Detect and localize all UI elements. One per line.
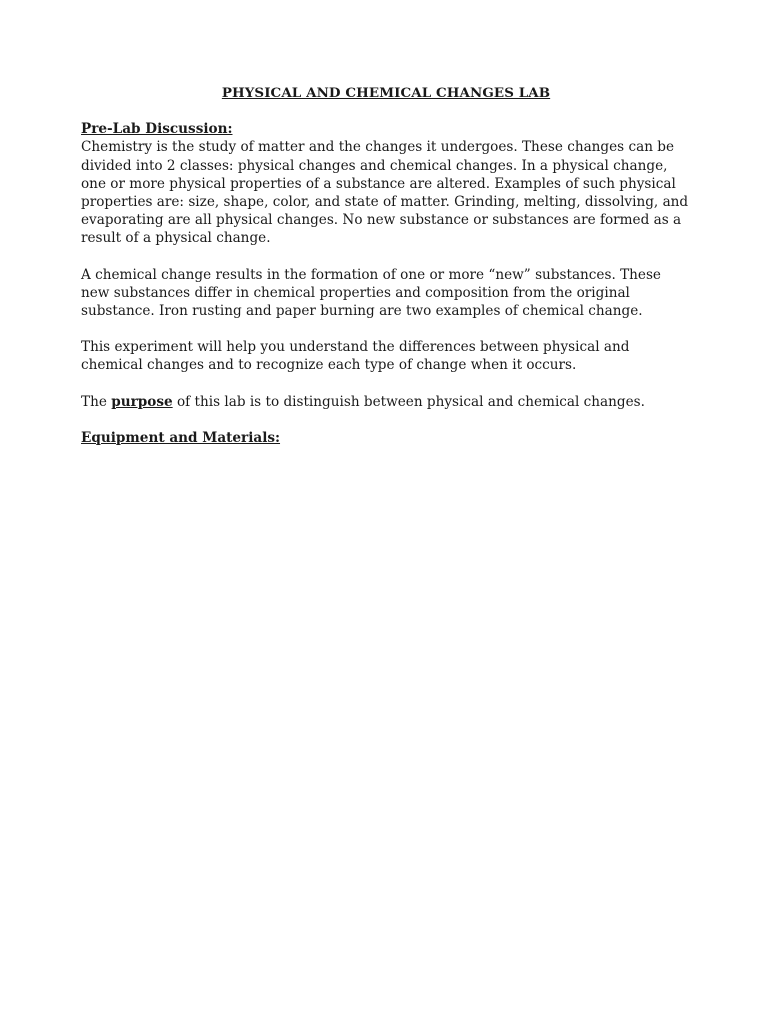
prelab-paragraph-2: A chemical change results in the formation of one or more “new” substances. These new substances differ in chemical properties and composition from the original substance. Iron rusting and paper burning are two examples of chemical change.	[81, 266, 661, 320]
document-title: PHYSICAL AND CHEMICAL CHANGES LAB	[221, 85, 551, 101]
purpose-keyword: purpose	[111, 393, 173, 410]
purpose-suffix: of this lab is to distinguish between physical and chemical changes.	[172, 393, 645, 410]
purpose-prefix: The	[81, 393, 112, 410]
prelab-section	[81, 120, 691, 374]
prelab-paragraph-3: This experiment will help you understand the differences between physical and chemical changes and to recognize each type of change when it occurs.	[81, 339, 630, 374]
document-body	[81, 84, 691, 447]
purpose-statement	[81, 393, 691, 411]
prelab-paragraph-1: Chemistry is the study of matter and the changes it undergoes. These changes can be divided into 2 classes: physical changes and chemical changes. In a physical change, one or more physical properties of a substance are altered. Examples of such physical properties are: size, shape, color, and state of matter. Grinding, melting, dissolving, and evaporating are all physical changes. No new substance or substances are formed as a result of a physical change.	[81, 139, 689, 247]
prelab-heading: Pre-Lab Discussion:	[81, 121, 233, 138]
equipment-heading: Equipment and Materials:	[81, 429, 281, 446]
